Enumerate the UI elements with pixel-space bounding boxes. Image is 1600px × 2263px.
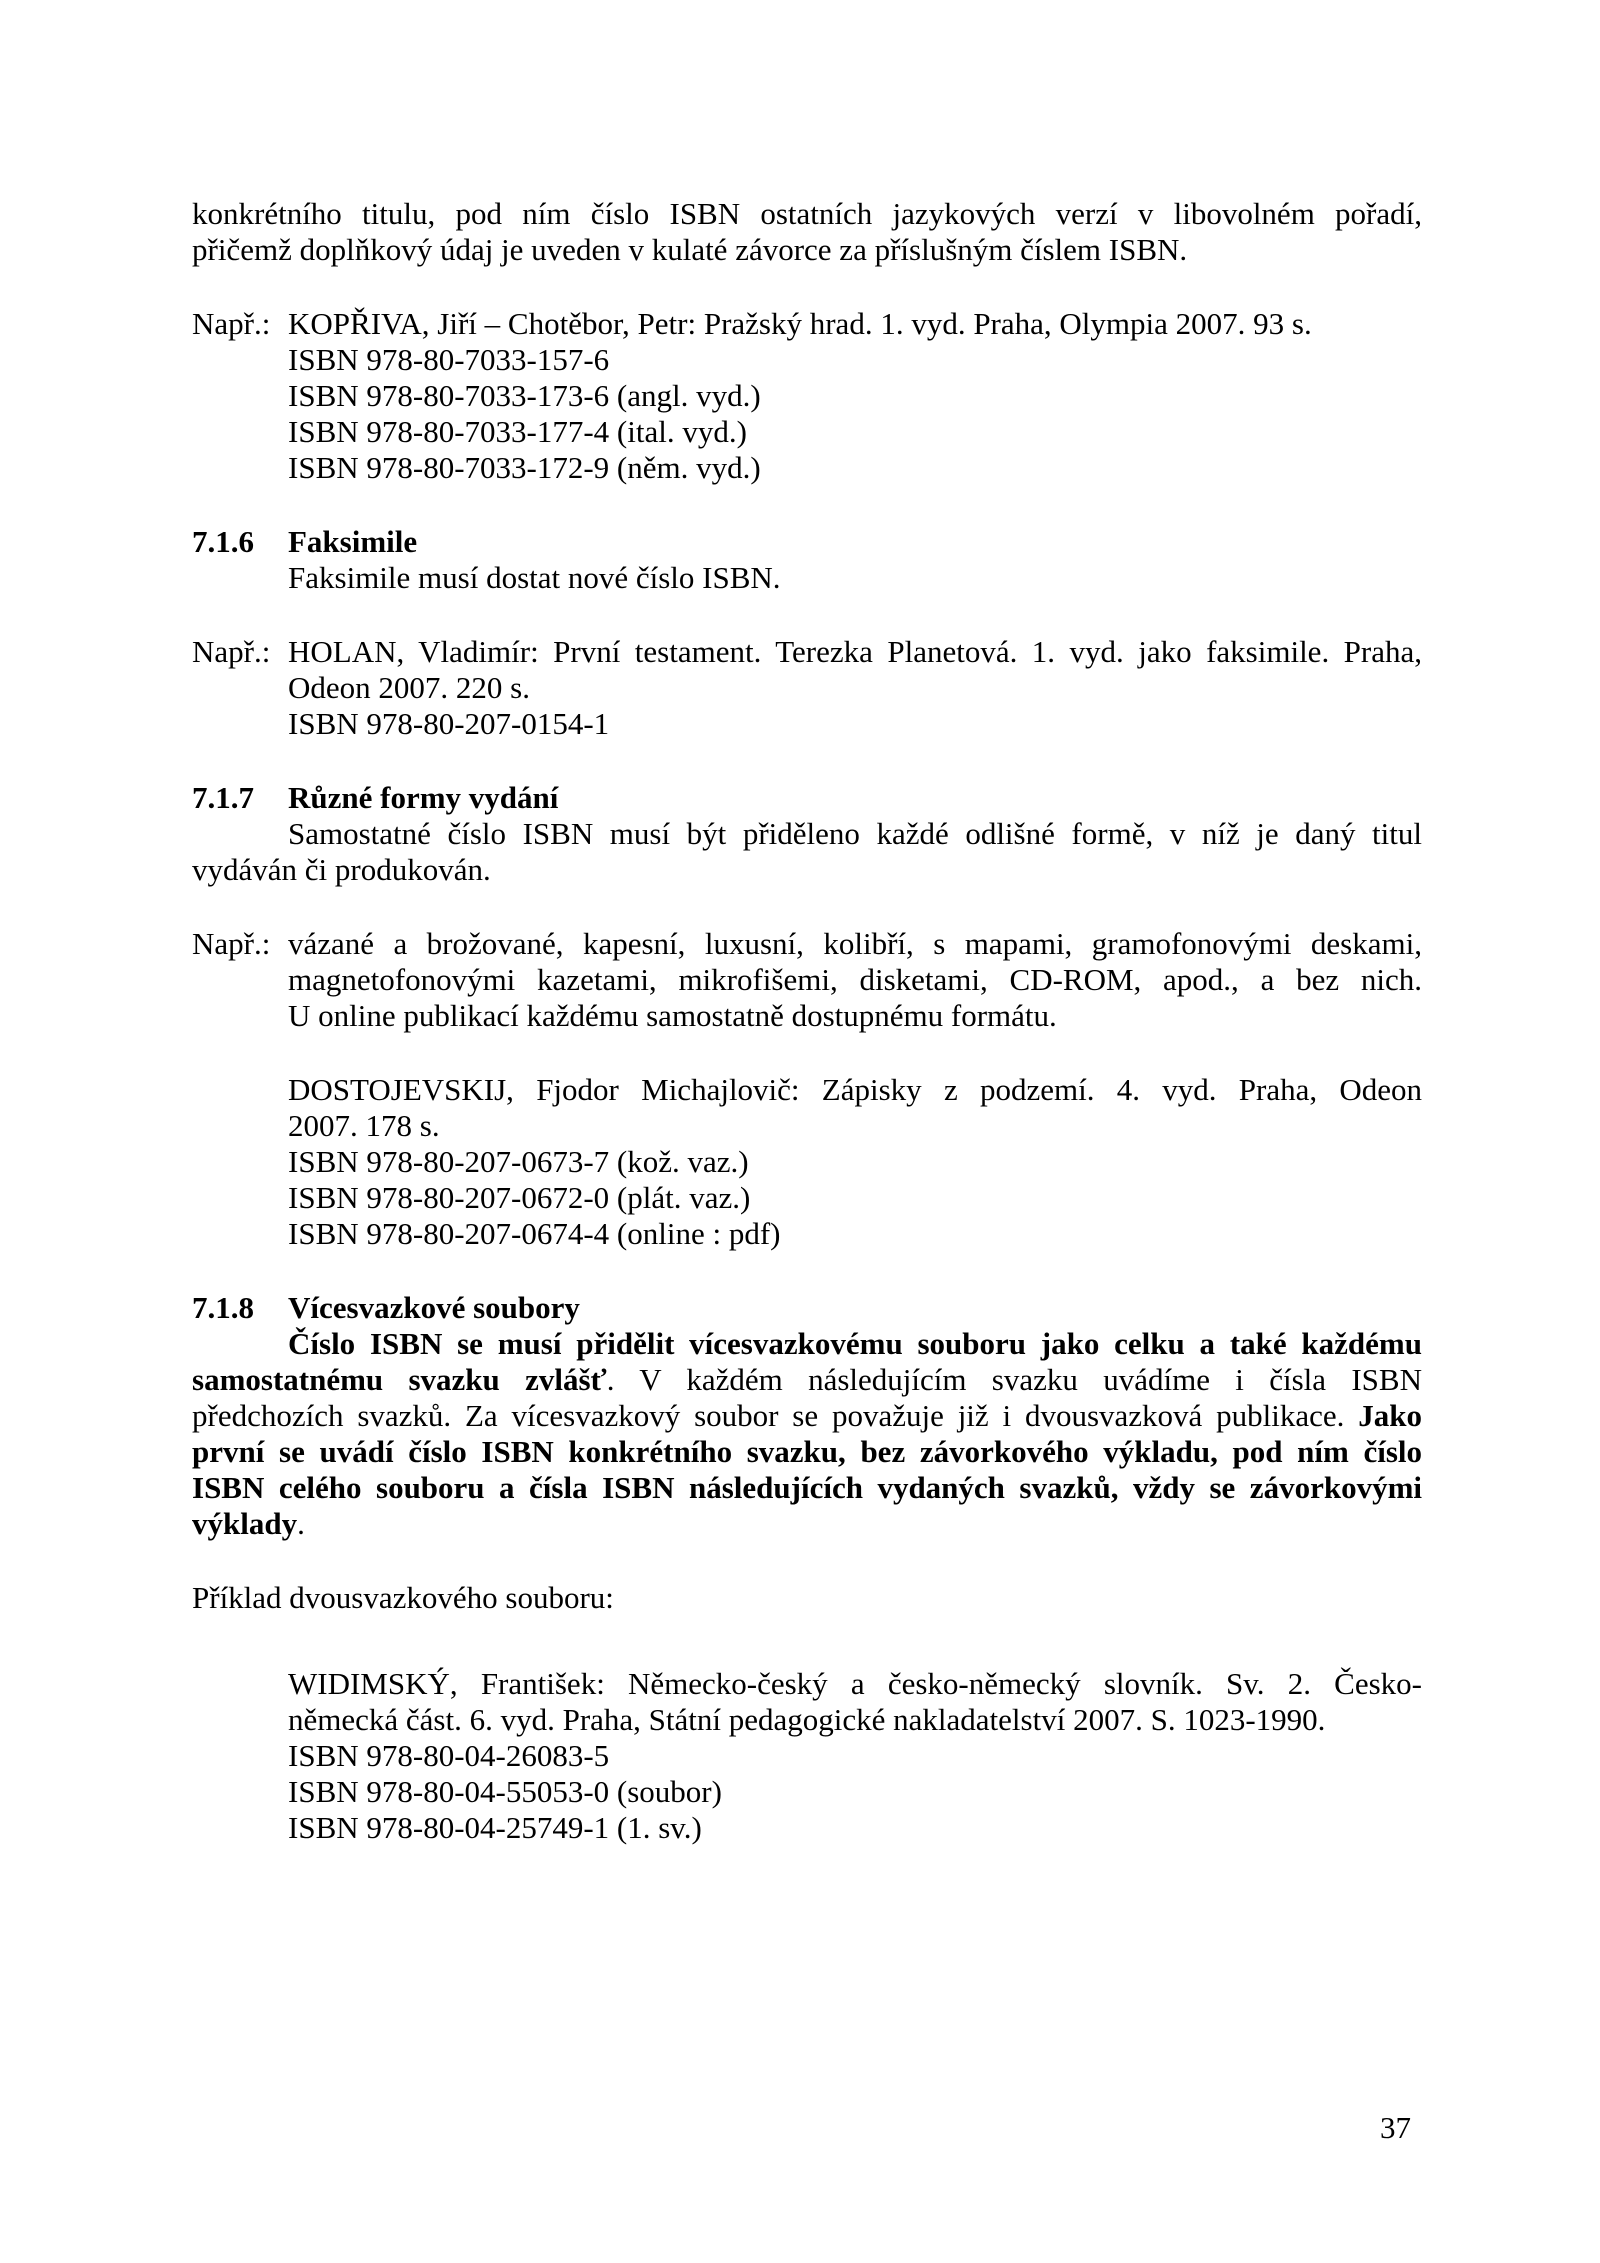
section-text xyxy=(192,1506,305,1542)
intro-line-1: konkrétního titulu, pod ním číslo ISBN ostatních jazykových verzí v libovolném pořadí, xyxy=(192,196,1422,231)
example-citation: WIDIMSKÝ, František: Německo-český a česko-německý slovník. Sv. 2. Česko- xyxy=(288,1666,1422,1701)
example-isbn: ISBN 978-80-04-55053-0 (soubor) xyxy=(288,1774,722,1809)
page-number: 37 xyxy=(1380,2110,1411,2145)
example-citation: 2007. 178 s. xyxy=(288,1108,440,1143)
emphasis: Jako xyxy=(1358,1398,1422,1433)
example-text: magnetofonovými kazetami, mikrofišemi, disketami, CD-ROM, apod., a bez nich. xyxy=(288,962,1422,997)
example-isbn: ISBN 978-80-7033-172-9 (něm. vyd.) xyxy=(288,450,761,485)
example-citation: Odeon 2007. 220 s. xyxy=(288,670,530,705)
section-text-bold: ISBN celého souboru a čísla ISBN následujících vydaných svazků, vždy se závorkovými xyxy=(192,1470,1422,1505)
intro-line-2: přičemž doplňkový údaj je uveden v kulaté závorce za příslušným číslem ISBN. xyxy=(192,232,1188,267)
section-number: 7.1.8 xyxy=(192,1290,254,1325)
emphasis: výklady xyxy=(192,1506,298,1541)
emphasis: samostatnému svazku zvlášť xyxy=(192,1362,607,1397)
section-title: Faksimile xyxy=(288,524,418,559)
example-label: Např.: xyxy=(192,926,271,961)
example-label: Např.: xyxy=(192,306,271,341)
example-text: vázané a brožované, kapesní, luxusní, kolibří, s mapami, gramofonovými deskami, xyxy=(288,926,1422,961)
section-number: 7.1.6 xyxy=(192,524,254,559)
section-text: Faksimile musí dostat nové číslo ISBN. xyxy=(288,560,781,595)
example-text: U online publikací každému samostatně dostupnému formátu. xyxy=(288,998,1057,1033)
document-page xyxy=(192,0,1422,2263)
section-text-bold: první se uvádí číslo ISBN konkrétního svazku, bez závorkového výkladu, pod ním číslo xyxy=(192,1434,1422,1469)
section-text xyxy=(192,1398,1422,1434)
section-text xyxy=(192,1362,1422,1398)
example-isbn: ISBN 978-80-207-0154-1 xyxy=(288,706,610,741)
example-isbn: ISBN 978-80-04-25749-1 (1. sv.) xyxy=(288,1810,702,1845)
example-isbn: ISBN 978-80-7033-157-6 xyxy=(288,342,610,377)
example-isbn: ISBN 978-80-207-0672-0 (plát. vaz.) xyxy=(288,1180,751,1215)
example-intro: Příklad dvousvazkového souboru: xyxy=(192,1580,614,1615)
example-citation: KOPŘIVA, Jiří – Chotěbor, Petr: Pražský hrad. 1. vyd. Praha, Olympia 2007. 93 s. xyxy=(288,306,1312,341)
example-isbn: ISBN 978-80-7033-173-6 (angl. vyd.) xyxy=(288,378,761,413)
section-text-bold: Číslo ISBN se musí přidělit vícesvazkovému souboru jako celku a také každému xyxy=(288,1326,1422,1361)
section-text: vydáván či produkován. xyxy=(192,852,491,887)
section-text-span: předchozích svazků. Za vícesvazkový soubor se považuje již i dvousvazková publikace. xyxy=(192,1398,1345,1433)
section-number: 7.1.7 xyxy=(192,780,254,815)
section-text-span: . xyxy=(297,1506,305,1541)
example-citation: HOLAN, Vladimír: První testament. Terezka Planetová. 1. vyd. jako faksimile. Praha, xyxy=(288,634,1422,669)
example-citation: DOSTOJEVSKIJ, Fjodor Michajlovič: Zápisky z podzemí. 4. vyd. Praha, Odeon xyxy=(288,1072,1422,1107)
section-text-span: . V každém následujícím svazku uvádíme i čísla ISBN xyxy=(606,1362,1422,1397)
example-citation: německá část. 6. vyd. Praha, Státní pedagogické nakladatelství 2007. S. 1023-1990. xyxy=(288,1702,1326,1737)
example-isbn: ISBN 978-80-207-0674-4 (online : pdf) xyxy=(288,1216,781,1251)
example-isbn: ISBN 978-80-207-0673-7 (kož. vaz.) xyxy=(288,1144,749,1179)
example-isbn: ISBN 978-80-7033-177-4 (ital. vyd.) xyxy=(288,414,747,449)
section-title: Vícesvazkové soubory xyxy=(288,1290,580,1325)
example-label: Např.: xyxy=(192,634,271,669)
example-isbn: ISBN 978-80-04-26083-5 xyxy=(288,1738,610,1773)
section-title: Různé formy vydání xyxy=(288,780,559,815)
section-text: Samostatné číslo ISBN musí být přiděleno každé odlišné formě, v níž je daný titul xyxy=(288,816,1422,851)
